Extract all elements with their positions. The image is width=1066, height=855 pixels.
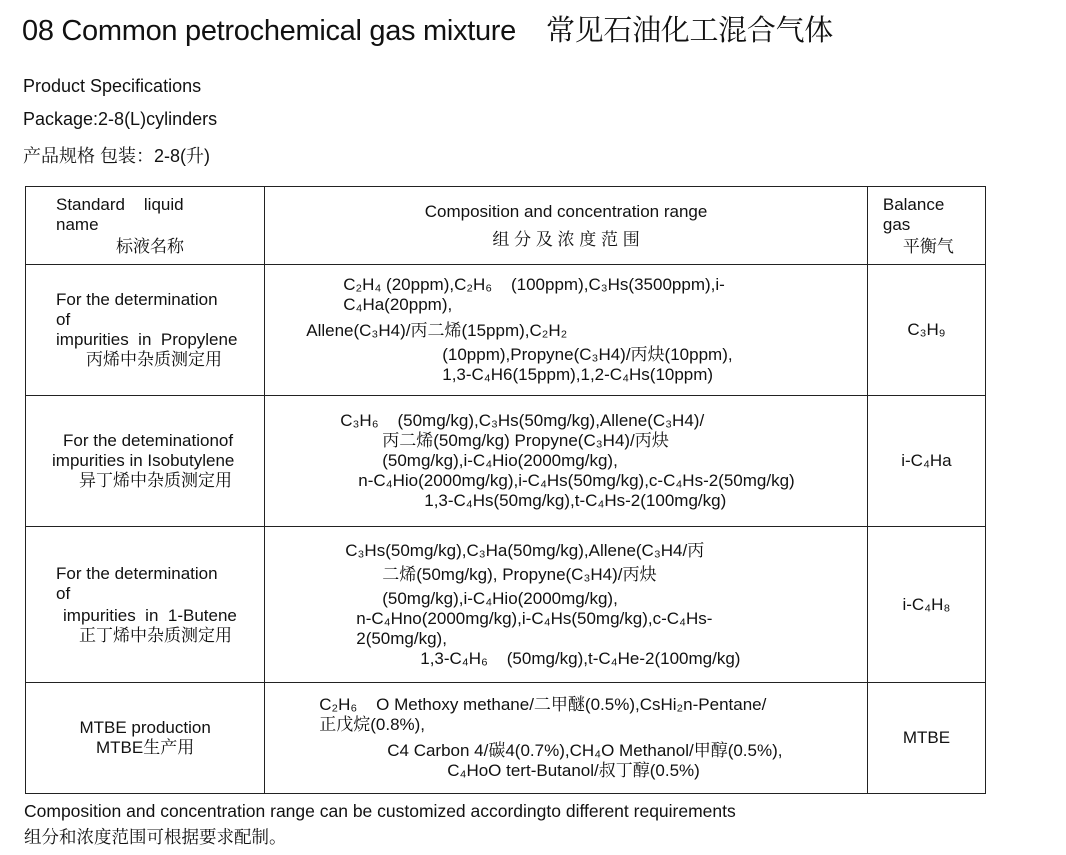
- composition-line: 2(50mg/kg),: [356, 628, 447, 648]
- composition-line: (10ppm),Propyne(C₃H4)/丙炔(10ppm),: [442, 345, 733, 364]
- table-row: [26, 527, 986, 683]
- composition-line: (50mg/kg),i-C₄Hio(2000mg/kg),: [382, 588, 618, 608]
- composition-line: 丙二烯(50mg/kg) Propyne(C₃H4)/丙炔: [382, 431, 669, 450]
- header-composition-line: 组 分 及 浓 度 范 围: [492, 229, 640, 249]
- row-name-cell: [26, 265, 265, 396]
- table-row: [26, 683, 986, 794]
- table-header-row: [26, 187, 986, 265]
- header-composition-cell: [265, 187, 868, 265]
- row-name-line: For the determination: [56, 290, 218, 309]
- composition-line: Allene(C₃H4)/丙二烯(15ppm),C₂H₂: [306, 321, 568, 340]
- composition-line: 二烯(50mg/kg), Propyne(C₃H4)/丙炔: [382, 564, 657, 584]
- row-name-line: impurities in 1-Butene: [63, 605, 237, 625]
- header-name-line: Standard liquid: [56, 194, 184, 214]
- spec-package: Package:2-8(L)cylinders: [23, 109, 218, 129]
- composition-line: C₂H₄ (20ppm),C₂H₆ (100ppm),C₃Hs(3500ppm),i-: [343, 275, 725, 294]
- header-balance-line: gas: [882, 214, 911, 234]
- header-balance-line: 平衡气: [902, 236, 954, 256]
- composition-line: n-C₄Hio(2000mg/kg),i-C₄Hs(50mg/kg),c-C₄Hs-2(50mg/kg): [358, 471, 795, 490]
- header-name-line: name: [56, 214, 99, 234]
- spec-heading: Product Specifications: [23, 76, 202, 96]
- composition-line: 1,3-C₄Hs(50mg/kg),t-C₄Hs-2(100mg/kg): [424, 491, 727, 510]
- composition-line: C₃H₆ (50mg/kg),C₃Hs(50mg/kg),Allene(C₃H4)/: [340, 411, 705, 430]
- row-composition-cell: [265, 527, 868, 683]
- composition-line: 1,3-C₄H₆ (50mg/kg),t-C₄He-2(100mg/kg): [420, 648, 741, 668]
- row-composition-cell: [265, 265, 868, 396]
- row-name-line: 正丁烯中杂质测定用: [79, 625, 232, 645]
- composition-line: C₄Ha(20ppm),: [343, 295, 453, 314]
- row-name-cell: [26, 683, 265, 794]
- row-composition-cell: [265, 683, 868, 794]
- header-composition-line: Composition and concentration range: [424, 201, 708, 221]
- row-name-line: MTBE production: [79, 718, 211, 737]
- row-name-line: 丙烯中杂质测定用: [86, 350, 222, 369]
- row-balance-cell: MTBE: [867, 683, 985, 794]
- header-balance-line: Balance: [882, 194, 945, 214]
- title-cn: 常见石油化工混合气体: [545, 15, 833, 47]
- footer-note-cn: 组分和浓度范围可根据要求配制。: [24, 827, 287, 847]
- row-balance-cell: i-C₄Ha: [867, 396, 985, 527]
- row-name-cell: [26, 527, 265, 683]
- spec-cn: 产品规格 包装：2-8(升): [23, 146, 211, 166]
- composition-line: C₃Hs(50mg/kg),C₃Ha(50mg/kg),Allene(C₃H4/丙: [345, 540, 705, 560]
- table-row: [26, 265, 986, 396]
- row-balance-cell: C₃H₉: [867, 265, 985, 396]
- page-title: [22, 8, 833, 49]
- specification-table: [25, 186, 986, 794]
- composition-line: 正戊烷(0.8%),: [319, 715, 426, 734]
- row-name-line: of: [56, 310, 71, 329]
- row-name-line: 异丁烯中杂质测定用: [79, 471, 232, 490]
- row-name-cell: [26, 396, 265, 527]
- header-name-cell: [26, 187, 265, 265]
- row-name-line: For the determination: [56, 563, 218, 583]
- header-name-line: 标液名称: [116, 236, 184, 256]
- composition-line: C₂H₆ O Methoxy methane/二甲醚(0.5%),CsHi₂n-Pentane/: [319, 695, 767, 714]
- row-name-line: For the deteminationof: [63, 431, 234, 450]
- composition-line: C₄HoO tert-Butanol/叔丁醇(0.5%): [447, 761, 700, 780]
- row-name-line: MTBE生产用: [96, 738, 195, 757]
- title-en: 08 Common petrochemical gas mixture: [22, 15, 516, 47]
- row-balance-cell: i-C₄H₈: [867, 527, 985, 683]
- composition-line: C4 Carbon 4/碳4(0.7%),CH₄O Methanol/甲醇(0.5%),: [387, 741, 783, 760]
- composition-line: n-C₄Hno(2000mg/kg),i-C₄Hs(50mg/kg),c-C₄Hs-: [356, 608, 713, 628]
- footer-note-en: Composition and concentration range can be customized accordingto different requirements: [24, 801, 736, 821]
- composition-line: 1,3-C₄H6(15ppm),1,2-C₄Hs(10ppm): [442, 365, 714, 384]
- table-row: [26, 396, 986, 527]
- row-composition-cell: [265, 396, 868, 527]
- row-name-line: of: [56, 583, 71, 603]
- composition-line: (50mg/kg),i-C₄Hio(2000mg/kg),: [382, 451, 618, 470]
- header-balance-cell: [867, 187, 985, 265]
- row-name-line: impurities in Isobutylene: [52, 451, 235, 470]
- row-name-line: impurities in Propylene: [56, 330, 238, 349]
